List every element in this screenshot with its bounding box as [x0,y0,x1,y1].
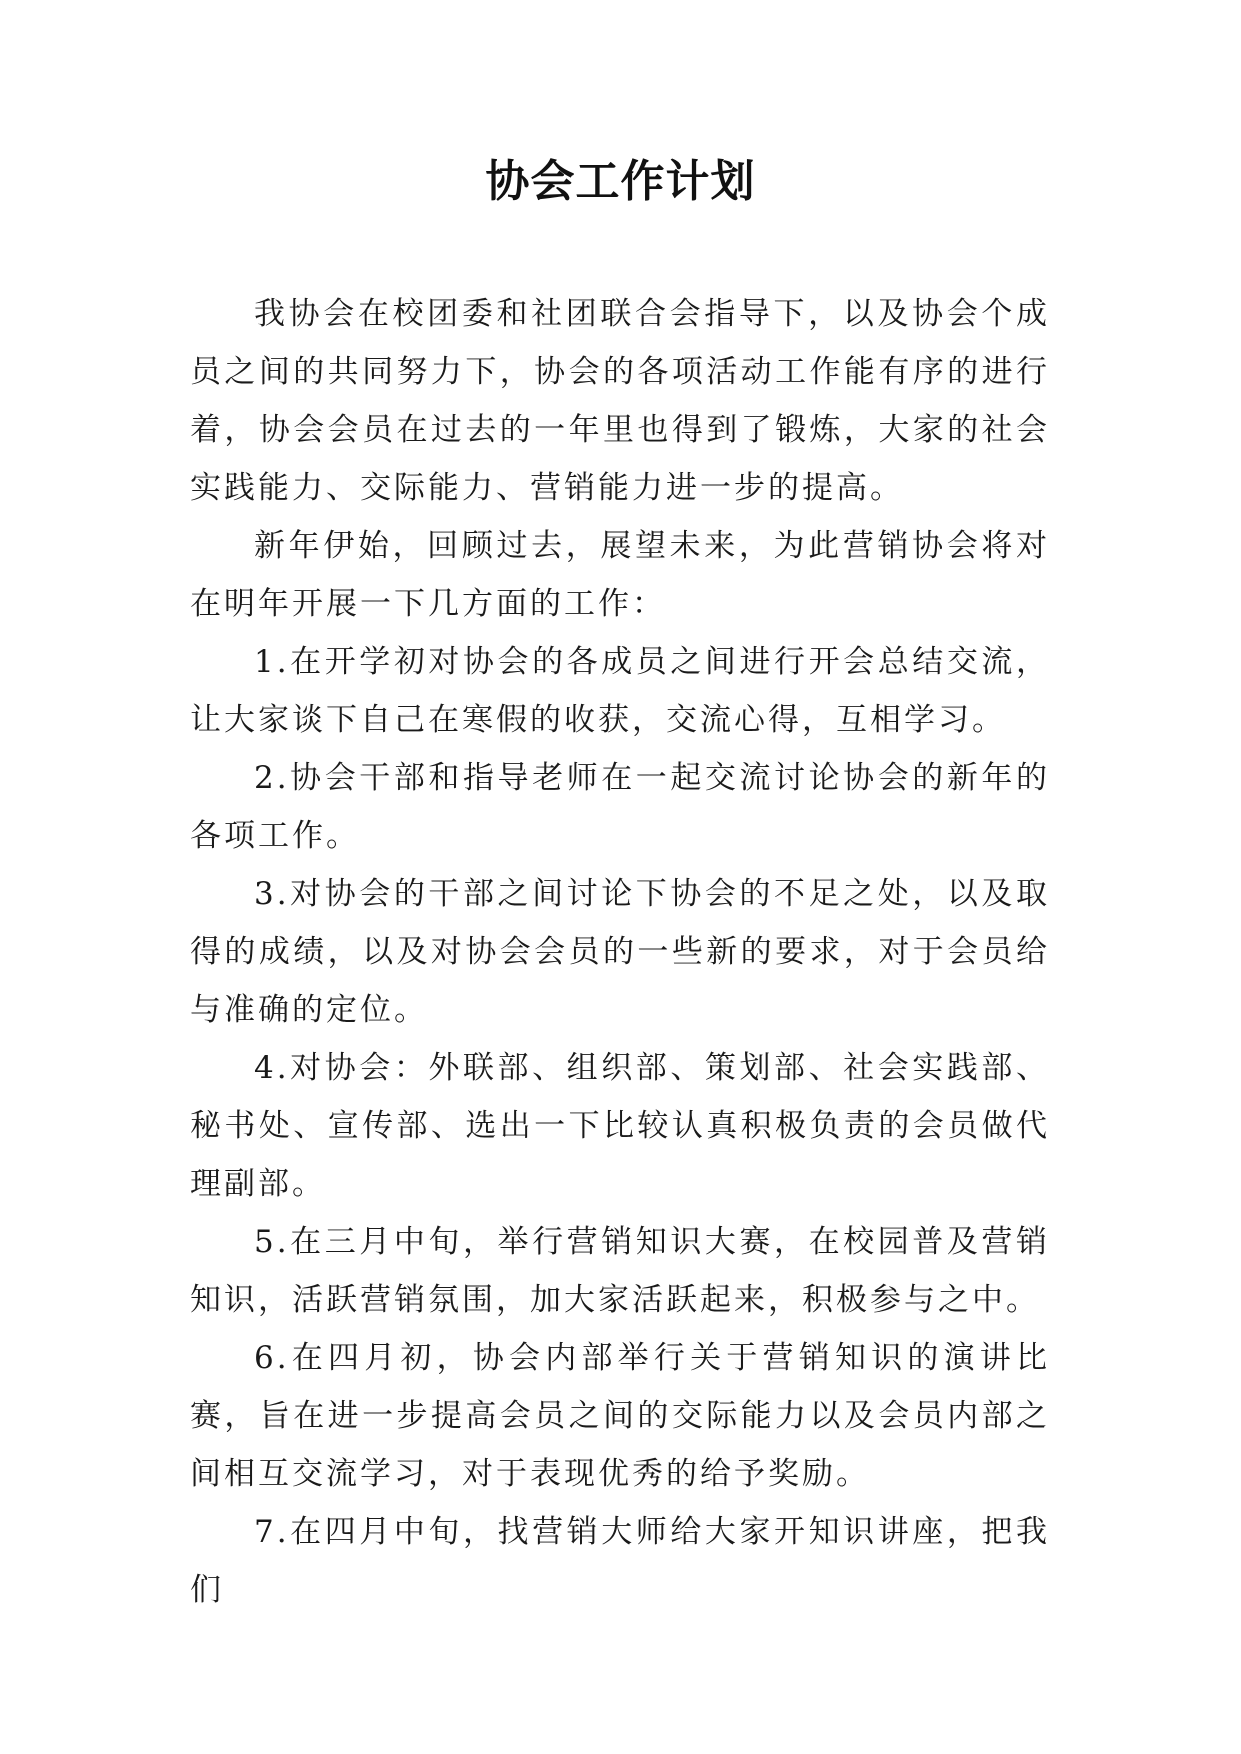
list-item-3: 3.对协会的干部之间讨论下协会的不足之处，以及取得的成绩，以及对协会会员的一些新的要求，对于会员给与准确的定位。 [190,876,1050,1028]
document-body [190,285,1050,1619]
document-title: 协会工作计划 [485,156,756,207]
list-item-7: 7.在四月中旬，找营销大师给大家开知识讲座，把我们 [190,1514,1050,1608]
paragraph-intro: 我协会在校团委和社团联合会指导下，以及协会个成员之间的共同努力下，协会的各项活动工作能有序的进行着，协会会员在过去的一年里也得到了锻炼，大家的社会实践能力、交际能力、营销能力进一步的提高。 [190,296,1050,506]
list-item-1: 1.在开学初对协会的各成员之间进行开会总结交流，让大家谈下自己在寒假的收获，交流心得，互相学习。 [190,644,1050,738]
list-item-6: 6.在四月初，协会内部举行关于营销知识的演讲比赛，旨在进一步提高会员之间的交际能力以及会员内部之间相互交流学习，对于表现优秀的给予奖励。 [190,1340,1050,1492]
paragraph-outlook: 新年伊始，回顾过去，展望未来，为此营销协会将对在明年开展一下几方面的工作： [190,528,1050,622]
list-item-5: 5.在三月中旬，举行营销知识大赛，在校园普及营销知识，活跃营销氛围，加大家活跃起来，积极参与之中。 [190,1224,1050,1318]
list-item-2: 2.协会干部和指导老师在一起交流讨论协会的新年的各项工作。 [190,760,1050,854]
list-item-4: 4.对协会：外联部、组织部、策划部、社会实践部、秘书处、宣传部、选出一下比较认真积极负责的会员做代理副部。 [190,1050,1050,1202]
